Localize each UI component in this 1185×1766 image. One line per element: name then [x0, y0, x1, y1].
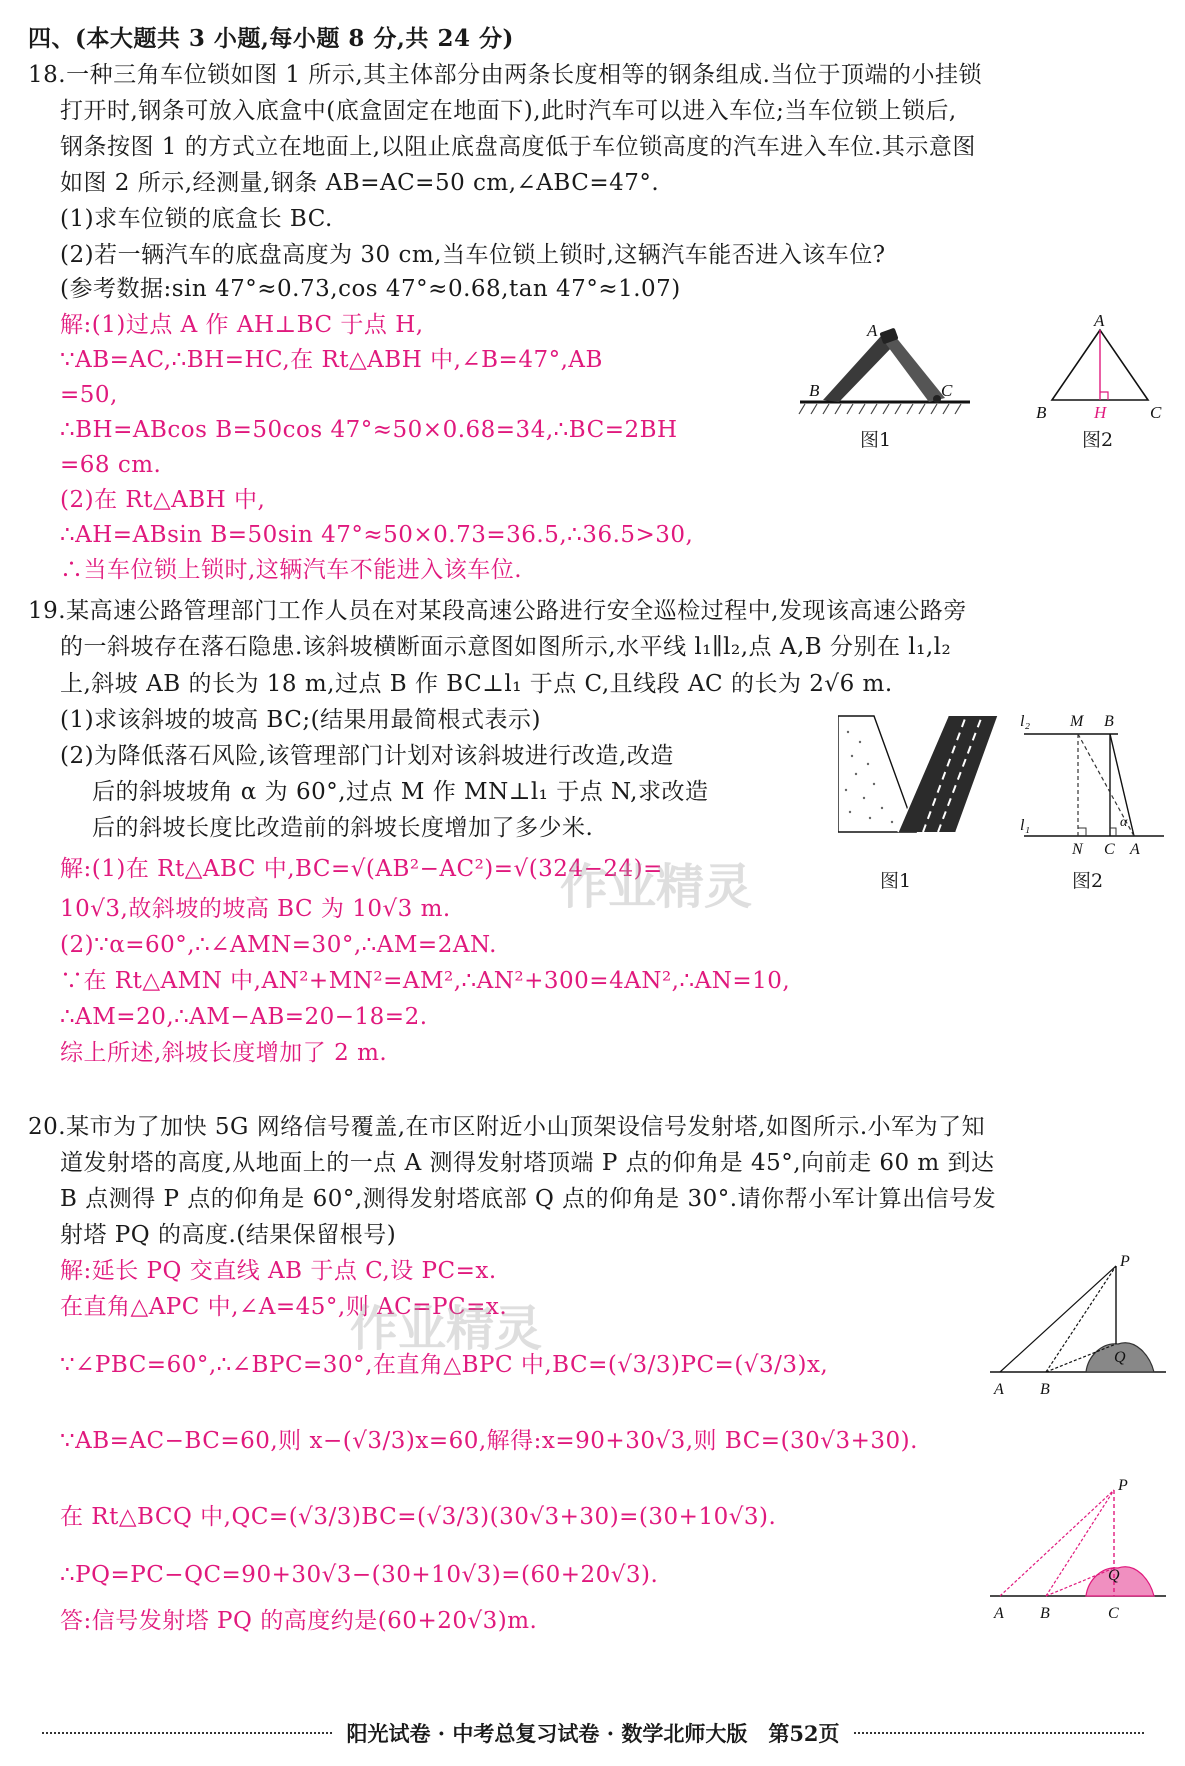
q18-fig1-label-C: C — [941, 381, 953, 400]
q19-figure-2 — [1016, 708, 1166, 858]
footer-divider-left — [42, 1732, 332, 1734]
q18-line: 打开时,钢条可放入底盒中(底盒固定在地面下),此时汽车可以进入车位;当车位锁上锁后, — [60, 98, 957, 124]
q18-solution-line: ∴AH=ABsin B=50sin 47°≈50×0.73=36.5,∴36.5>30, — [60, 522, 694, 548]
q20-solution-line: 在 Rt△BCQ 中,QC=(√3/3)BC=(√3/3)(30√3+30)=(30+10√3). — [60, 1504, 777, 1530]
footer-divider-right — [854, 1732, 1144, 1734]
q19-fig2-label-N: N — [1072, 841, 1083, 858]
q18-figure-1 — [795, 322, 975, 424]
q18-fig2-caption: 图2 — [1082, 429, 1114, 451]
q18-solution-line: ∵AB=AC,∴BH=HC,在 Rt△ABH 中,∠B=47°,AB — [60, 347, 603, 373]
q18-fig2-label-A: A — [1094, 312, 1105, 330]
q20-fig-top-label-A: A — [994, 1381, 1004, 1398]
q18-line: (1)求车位锁的底盒长 BC. — [60, 206, 333, 232]
q20-fig-bottom-label-C: C — [1108, 1605, 1119, 1622]
q20-fig-bottom-label-B: B — [1040, 1605, 1050, 1622]
q18-solution-line: =68 cm. — [60, 452, 162, 478]
q20-fig-top-label-P: P — [1120, 1253, 1130, 1270]
page-footer — [28, 1718, 1158, 1748]
q18-line: (参考数据:sin 47°≈0.73,cos 47°≈0.68,tan 47°≈1.07) — [60, 276, 681, 302]
q18-fig2-label-H: H — [1094, 403, 1107, 422]
q18-solution-line: 解:(1)过点 A 作 AH⊥BC 于点 H, — [60, 312, 424, 338]
q19-solution-line: (2)∵α=60°,∴∠AMN=30°,∴AM=2AN. — [60, 932, 497, 958]
q18-fig1-label-B: B — [809, 381, 820, 400]
q20-solution-line: ∵∠PBC=60°,∴∠BPC=30°,在直角△BPC 中,BC=(√3/3)PC=(√3/3)x, — [60, 1352, 829, 1378]
q19-fig2-label-alpha: α — [1120, 815, 1128, 830]
q20-line: 20.某市为了加快 5G 网络信号覆盖,在市区附近小山顶架设信号发射塔,如图所示.小军为了知 — [28, 1114, 986, 1140]
q20-figure-bottom — [990, 1476, 1170, 1626]
q18-solution-line: ∴BH=ABcos B=50cos 47°≈50×0.68=34,∴BC=2BH — [60, 417, 678, 443]
q18-line: (2)若一辆汽车的底盘高度为 30 cm,当车位锁上锁时,这辆汽车能否进入该车位? — [60, 242, 886, 268]
q20-fig-top-label-B: B — [1040, 1381, 1050, 1398]
q19-line: 的一斜坡存在落石隐患.该斜坡横断面示意图如图所示,水平线 l₁∥l₂,点 A,B 分别在 l₁,l₂ — [60, 634, 952, 660]
section-header: 四、(本大题共 3 小题,每小题 8 分,共 24 分) — [28, 25, 514, 52]
q19-solution-line: 综上所述,斜坡长度增加了 2 m. — [60, 1040, 388, 1066]
q19-line: 上,斜坡 AB 的长为 18 m,过点 B 作 BC⊥l₁ 于点 C,且线段 AC 的长为 2√6 m. — [60, 671, 893, 697]
q18-figure-2 — [1030, 312, 1170, 424]
q19-solution-line: 解:(1)在 Rt△ABC 中,BC=√(AB²−AC²)=√(324−24)= — [60, 856, 663, 882]
q18-line: 钢条按图 1 的方式立在地面上,以阻止底盘高度低于车位锁高度的汽车进入车位.其示意图 — [60, 134, 976, 160]
q18-solution-line: =50, — [60, 382, 118, 408]
q18-fig1-label-A: A — [867, 322, 878, 340]
q19-line: 后的斜坡坡角 α 为 60°,过点 M 作 MN⊥l₁ 于点 N,求改造 — [92, 779, 709, 805]
q20-line: 射塔 PQ 的高度.(结果保留根号) — [60, 1222, 397, 1248]
q19-fig2-label-M: M — [1070, 713, 1084, 730]
q20-solution-line: ∵AB=AC−BC=60,则 x−(√3/3)x=60,解得:x=90+30√3,则 BC=(30√3+30). — [60, 1428, 918, 1454]
q19-solution-line: 10√3,故斜坡的坡高 BC 为 10√3 m. — [60, 896, 451, 922]
q19-line: 19.某高速公路管理部门工作人员在对某段高速公路进行安全巡检过程中,发现该高速公路旁 — [28, 598, 967, 624]
q20-fig-top-label-Q: Q — [1114, 1349, 1126, 1366]
q18-fig1-caption: 图1 — [860, 429, 892, 451]
footer-text: 阳光试卷 · 中考总复习试卷 · 数学北师大版 第52页 — [346, 1721, 840, 1746]
q19-fig1-caption: 图1 — [880, 870, 912, 892]
q18-solution-line: ∴当车位锁上锁时,这辆汽车不能进入该车位. — [60, 557, 523, 583]
q20-solution-line: 答:信号发射塔 PQ 的高度约是(60+20√3)m. — [60, 1608, 538, 1634]
q18-fig2-label-C: C — [1150, 403, 1162, 422]
q19-line: (2)为降低落石风险,该管理部门计划对该斜坡进行改造,改造 — [60, 743, 674, 769]
q20-solution-line: ∴PQ=PC−QC=90+30√3−(30+10√3)=(60+20√3). — [60, 1562, 659, 1588]
q19-fig2-label-B: B — [1104, 713, 1114, 730]
q18-solution-line: (2)在 Rt△ABH 中, — [60, 487, 266, 513]
q20-fig-bottom-label-Q: Q — [1108, 1567, 1120, 1584]
q19-fig2-label-l2: l₂ — [1020, 713, 1031, 730]
q20-line: 道发射塔的高度,从地面上的一点 A 测得发射塔顶端 P 点的仰角是 45°,向前走 60 m 到达 — [60, 1150, 995, 1176]
q19-fig2-label-C: C — [1104, 841, 1115, 858]
q20-line: B 点测得 P 点的仰角是 60°,测得发射塔底部 Q 点的仰角是 30°.请你帮小军计算出信号发 — [60, 1186, 997, 1212]
q18-line: 18.一种三角车位锁如图 1 所示,其主体部分由两条长度相等的钢条组成.当位于顶端的小挂锁 — [28, 62, 982, 88]
q20-solution-line: 在直角△APC 中,∠A=45°,则 AC=PC=x. — [60, 1294, 508, 1320]
q20-figure-top — [990, 1252, 1170, 1400]
q19-fig2-caption: 图2 — [1072, 870, 1104, 892]
q19-fig2-label-A: A — [1130, 841, 1140, 858]
watermark: 作业精灵 — [350, 1301, 543, 1357]
q18-line: 如图 2 所示,经测量,钢条 AB=AC=50 cm,∠ABC=47°. — [60, 170, 660, 196]
watermark: 作业精灵 — [560, 859, 753, 915]
q19-fig2-label-l1: l₁ — [1020, 817, 1031, 834]
q18-fig2-label-B: B — [1036, 403, 1047, 422]
q20-fig-bottom-label-A: A — [994, 1605, 1004, 1622]
q19-figure-1 — [838, 712, 1006, 836]
q19-solution-line: ∵在 Rt△AMN 中,AN²+MN²=AM²,∴AN²+300=4AN²,∴AN=10, — [60, 968, 791, 994]
q19-line: (1)求该斜坡的坡高 BC;(结果用最简根式表示) — [60, 707, 542, 733]
q20-fig-bottom-label-P: P — [1118, 1477, 1128, 1494]
q19-solution-line: ∴AM=20,∴AM−AB=20−18=2. — [60, 1004, 428, 1030]
q19-line: 后的斜坡长度比改造前的斜坡长度增加了多少米. — [92, 815, 594, 841]
q20-solution-line: 解:延长 PQ 交直线 AB 于点 C,设 PC=x. — [60, 1258, 497, 1284]
